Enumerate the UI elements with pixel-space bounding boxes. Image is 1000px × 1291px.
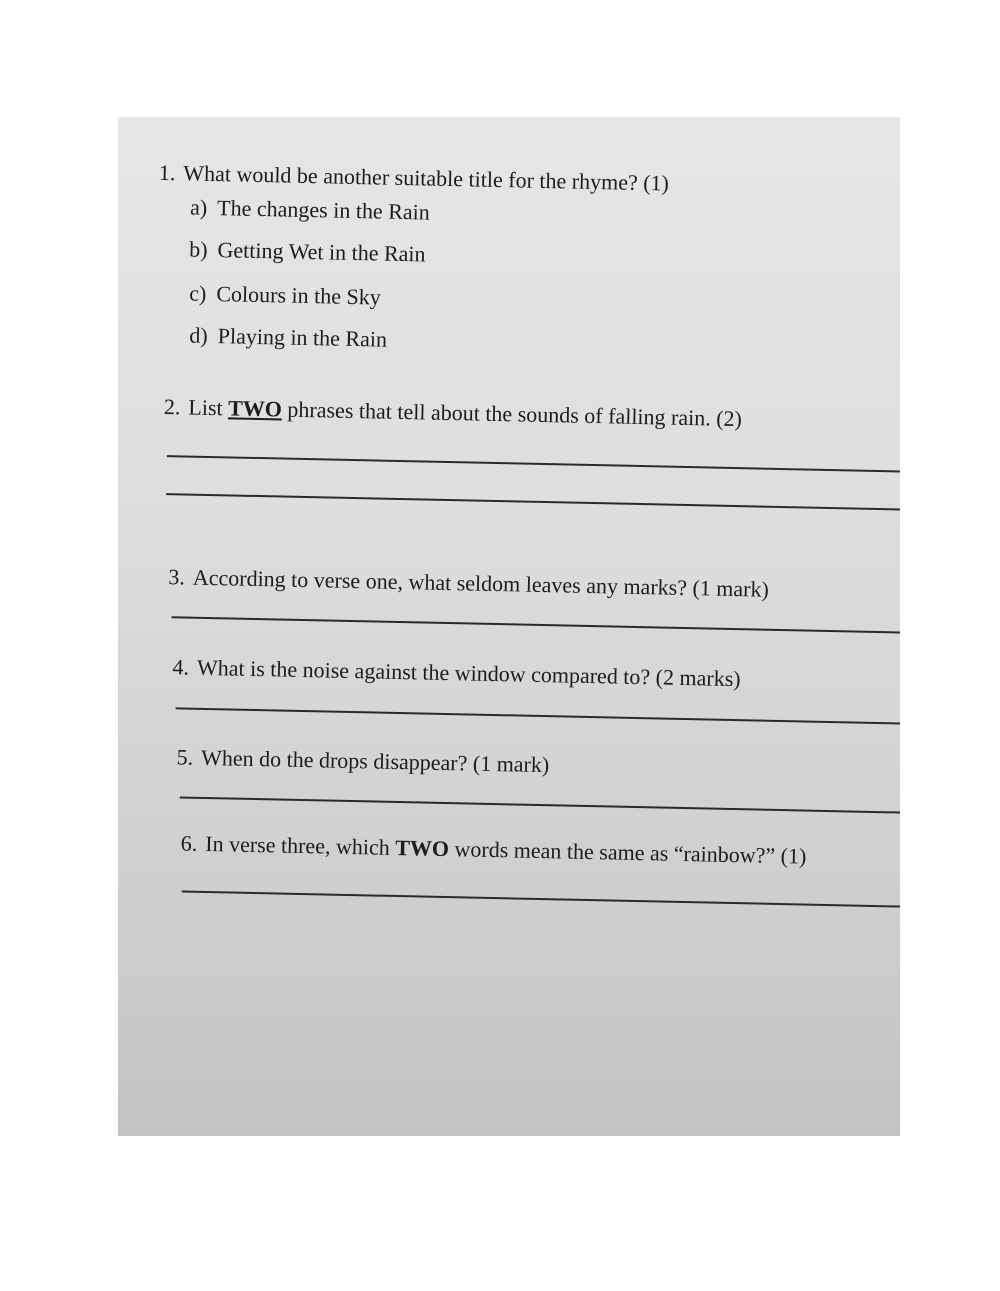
question-text: When do the drops disappear? (1 mark) — [200, 744, 550, 778]
question-number: 4. — [172, 654, 190, 680]
option-letter: a) — [189, 194, 208, 220]
question-text: According to verse one, what seldom leaves any marks? (1 mark) — [192, 564, 770, 602]
option-text: Playing in the Rain — [217, 323, 388, 352]
option-text: Colours in the Sky — [216, 281, 382, 310]
question-text-pre: In verse three, which — [205, 830, 391, 860]
answer-line — [166, 493, 900, 510]
answer-line — [180, 796, 900, 813]
option-text: The changes in the Rain — [216, 195, 431, 225]
answer-line — [182, 891, 900, 908]
option-text: Getting Wet in the Rain — [217, 237, 426, 267]
question-text-pre: List — [188, 394, 223, 421]
option-letter: b) — [188, 236, 208, 262]
question-number: 2. — [163, 394, 181, 420]
question-number: 5. — [176, 744, 194, 770]
option-letter: d) — [189, 322, 209, 348]
question-4 — [172, 654, 741, 692]
question-text-post: phrases that tell about the sounds of falling rain. (2) — [287, 396, 743, 432]
answer-line — [176, 707, 900, 724]
option-a — [190, 195, 430, 226]
question-3 — [168, 564, 769, 603]
option-d — [189, 323, 387, 353]
option-letter: c) — [189, 280, 207, 306]
worksheet-photo — [118, 117, 900, 1136]
option-c — [189, 281, 381, 311]
question-text-post: words mean the same as “rainbow?” (1) — [454, 836, 807, 869]
answer-line — [167, 455, 900, 472]
question-number: 3. — [168, 564, 186, 590]
question-5 — [176, 744, 549, 778]
worksheet-page — [118, 117, 900, 1136]
question-text: What is the noise against the window compared to? (2 marks) — [196, 654, 741, 692]
answer-line — [172, 616, 900, 633]
question-1 — [159, 160, 670, 197]
question-2 — [164, 394, 743, 432]
question-number: 1. — [158, 159, 176, 186]
question-emphasis: TWO — [394, 834, 450, 862]
option-b — [189, 237, 426, 268]
question-6 — [181, 830, 807, 869]
question-text: What would be another suitable title for the rhyme? (1) — [183, 160, 670, 196]
question-emphasis: TWO — [227, 395, 283, 422]
question-number: 6. — [180, 830, 198, 856]
